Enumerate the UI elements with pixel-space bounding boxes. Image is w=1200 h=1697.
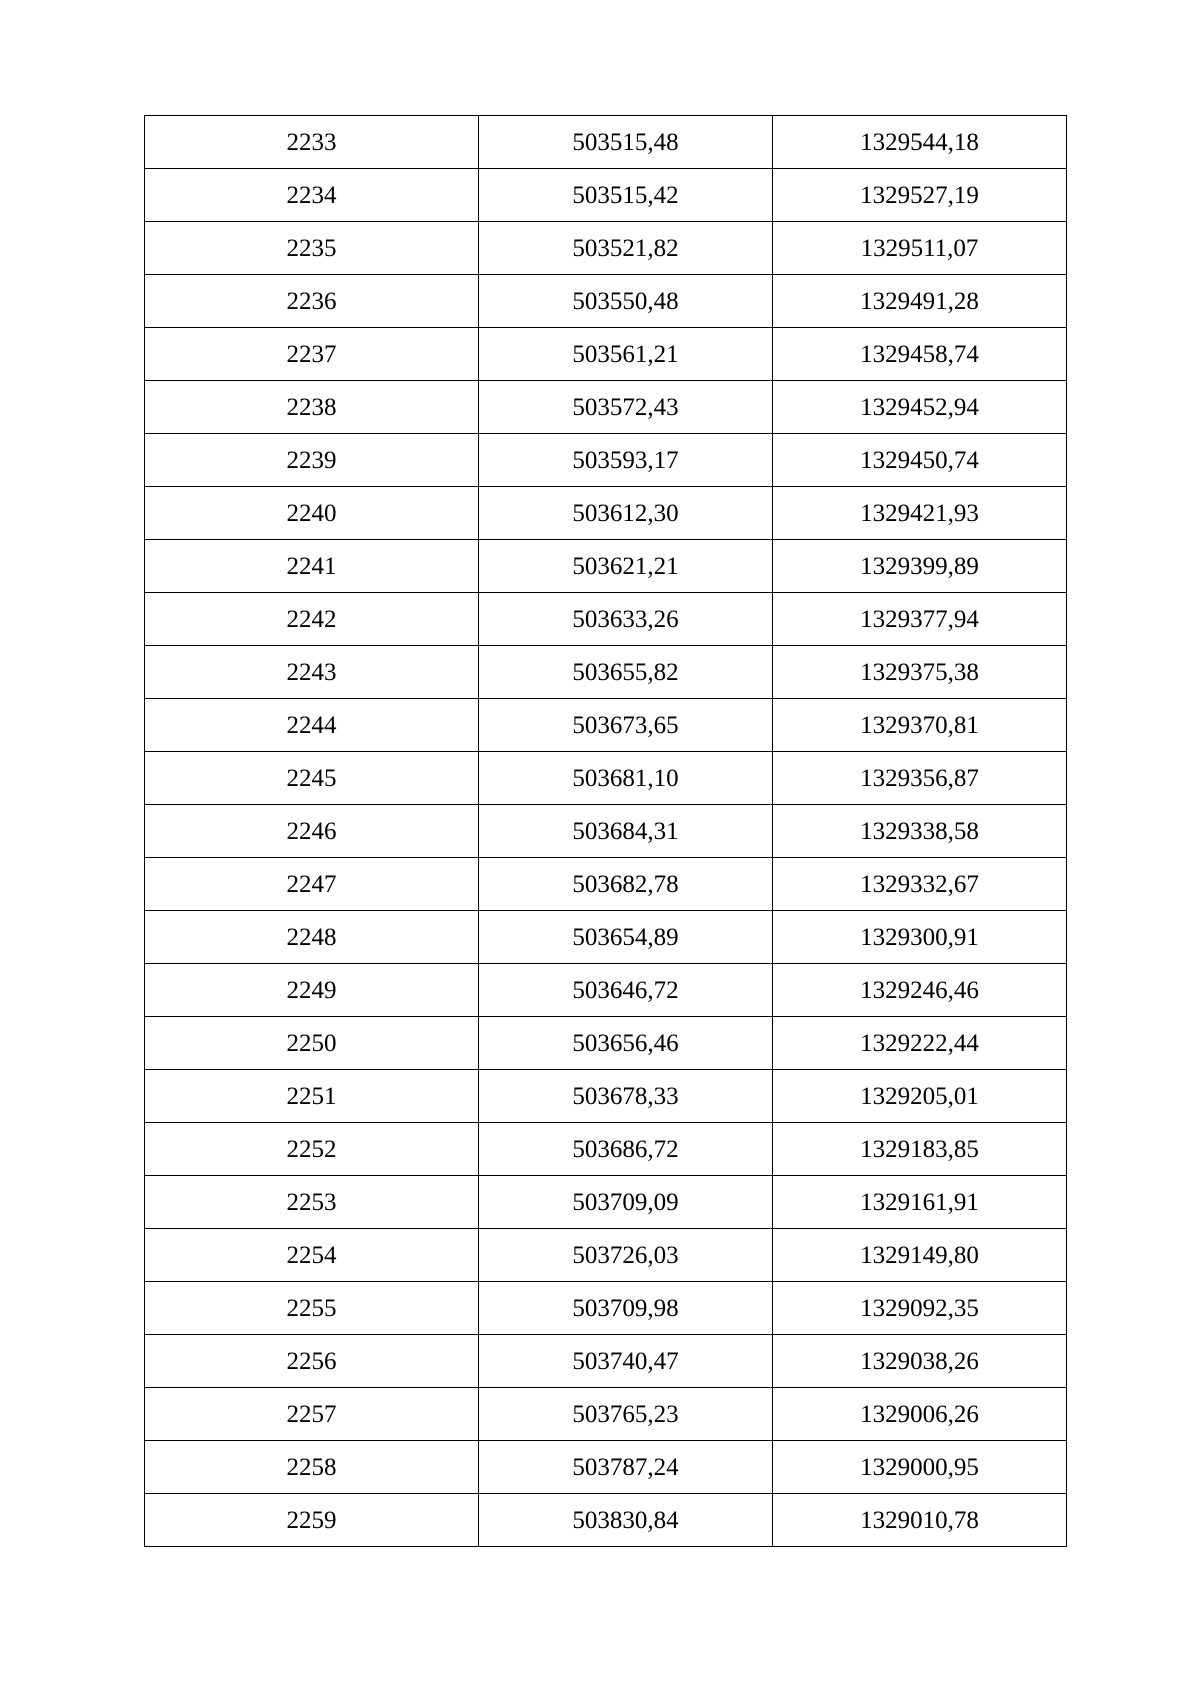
- x-coordinate-cell: 503740,47: [479, 1335, 773, 1388]
- y-coordinate-cell: 1329511,07: [773, 222, 1067, 275]
- x-coordinate-cell: 503684,31: [479, 805, 773, 858]
- table-row: [145, 1176, 1067, 1229]
- point-number-cell: 2254: [145, 1229, 479, 1282]
- point-number-cell: 2233: [145, 116, 479, 169]
- point-number-cell: 2251: [145, 1070, 479, 1123]
- x-coordinate-cell: 503686,72: [479, 1123, 773, 1176]
- table-row: [145, 328, 1067, 381]
- y-coordinate-cell: 1329370,81: [773, 699, 1067, 752]
- x-coordinate-cell: 503612,30: [479, 487, 773, 540]
- point-number-cell: 2247: [145, 858, 479, 911]
- table-row: [145, 805, 1067, 858]
- y-coordinate-cell: 1329149,80: [773, 1229, 1067, 1282]
- x-coordinate-cell: 503593,17: [479, 434, 773, 487]
- y-coordinate-cell: 1329222,44: [773, 1017, 1067, 1070]
- y-coordinate-cell: 1329246,46: [773, 964, 1067, 1017]
- point-number-cell: 2236: [145, 275, 479, 328]
- x-coordinate-cell: 503681,10: [479, 752, 773, 805]
- point-number-cell: 2248: [145, 911, 479, 964]
- x-coordinate-cell: 503621,21: [479, 540, 773, 593]
- point-number-cell: 2242: [145, 593, 479, 646]
- y-coordinate-cell: 1329338,58: [773, 805, 1067, 858]
- y-coordinate-cell: 1329010,78: [773, 1494, 1067, 1547]
- point-number-cell: 2256: [145, 1335, 479, 1388]
- point-number-cell: 2250: [145, 1017, 479, 1070]
- y-coordinate-cell: 1329452,94: [773, 381, 1067, 434]
- x-coordinate-cell: 503572,43: [479, 381, 773, 434]
- point-number-cell: 2234: [145, 169, 479, 222]
- y-coordinate-cell: 1329527,19: [773, 169, 1067, 222]
- x-coordinate-cell: 503726,03: [479, 1229, 773, 1282]
- x-coordinate-cell: 503656,46: [479, 1017, 773, 1070]
- y-coordinate-cell: 1329183,85: [773, 1123, 1067, 1176]
- table-row: [145, 381, 1067, 434]
- point-number-cell: 2246: [145, 805, 479, 858]
- table-row: [145, 646, 1067, 699]
- coordinates-table-body: [145, 116, 1067, 1547]
- x-coordinate-cell: 503673,65: [479, 699, 773, 752]
- y-coordinate-cell: 1329000,95: [773, 1441, 1067, 1494]
- y-coordinate-cell: 1329544,18: [773, 116, 1067, 169]
- table-row: [145, 1123, 1067, 1176]
- y-coordinate-cell: 1329375,38: [773, 646, 1067, 699]
- table-row: [145, 540, 1067, 593]
- y-coordinate-cell: 1329491,28: [773, 275, 1067, 328]
- x-coordinate-cell: 503550,48: [479, 275, 773, 328]
- x-coordinate-cell: 503515,48: [479, 116, 773, 169]
- x-coordinate-cell: 503561,21: [479, 328, 773, 381]
- point-number-cell: 2252: [145, 1123, 479, 1176]
- table-row: [145, 593, 1067, 646]
- y-coordinate-cell: 1329399,89: [773, 540, 1067, 593]
- x-coordinate-cell: 503633,26: [479, 593, 773, 646]
- x-coordinate-cell: 503830,84: [479, 1494, 773, 1547]
- x-coordinate-cell: 503655,82: [479, 646, 773, 699]
- table-row: [145, 1494, 1067, 1547]
- point-number-cell: 2241: [145, 540, 479, 593]
- point-number-cell: 2259: [145, 1494, 479, 1547]
- point-number-cell: 2244: [145, 699, 479, 752]
- y-coordinate-cell: 1329377,94: [773, 593, 1067, 646]
- point-number-cell: 2239: [145, 434, 479, 487]
- point-number-cell: 2240: [145, 487, 479, 540]
- y-coordinate-cell: 1329421,93: [773, 487, 1067, 540]
- table-row: [145, 1441, 1067, 1494]
- x-coordinate-cell: 503787,24: [479, 1441, 773, 1494]
- table-row: [145, 169, 1067, 222]
- y-coordinate-cell: 1329356,87: [773, 752, 1067, 805]
- y-coordinate-cell: 1329161,91: [773, 1176, 1067, 1229]
- table-row: [145, 116, 1067, 169]
- x-coordinate-cell: 503709,98: [479, 1282, 773, 1335]
- table-row: [145, 487, 1067, 540]
- point-number-cell: 2237: [145, 328, 479, 381]
- y-coordinate-cell: 1329332,67: [773, 858, 1067, 911]
- x-coordinate-cell: 503646,72: [479, 964, 773, 1017]
- table-row: [145, 964, 1067, 1017]
- table-row: [145, 1388, 1067, 1441]
- table-row: [145, 222, 1067, 275]
- y-coordinate-cell: 1329300,91: [773, 911, 1067, 964]
- point-number-cell: 2238: [145, 381, 479, 434]
- x-coordinate-cell: 503515,42: [479, 169, 773, 222]
- point-number-cell: 2249: [145, 964, 479, 1017]
- table-row: [145, 911, 1067, 964]
- y-coordinate-cell: 1329092,35: [773, 1282, 1067, 1335]
- x-coordinate-cell: 503654,89: [479, 911, 773, 964]
- table-row: [145, 1335, 1067, 1388]
- y-coordinate-cell: 1329450,74: [773, 434, 1067, 487]
- y-coordinate-cell: 1329006,26: [773, 1388, 1067, 1441]
- table-row: [145, 275, 1067, 328]
- table-row: [145, 434, 1067, 487]
- x-coordinate-cell: 503765,23: [479, 1388, 773, 1441]
- table-row: [145, 699, 1067, 752]
- y-coordinate-cell: 1329205,01: [773, 1070, 1067, 1123]
- point-number-cell: 2253: [145, 1176, 479, 1229]
- x-coordinate-cell: 503678,33: [479, 1070, 773, 1123]
- coordinates-table: [144, 115, 1067, 1547]
- point-number-cell: 2258: [145, 1441, 479, 1494]
- table-row: [145, 1070, 1067, 1123]
- x-coordinate-cell: 503709,09: [479, 1176, 773, 1229]
- point-number-cell: 2245: [145, 752, 479, 805]
- x-coordinate-cell: 503682,78: [479, 858, 773, 911]
- point-number-cell: 2257: [145, 1388, 479, 1441]
- table-row: [145, 1017, 1067, 1070]
- point-number-cell: 2235: [145, 222, 479, 275]
- x-coordinate-cell: 503521,82: [479, 222, 773, 275]
- table-row: [145, 1229, 1067, 1282]
- y-coordinate-cell: 1329038,26: [773, 1335, 1067, 1388]
- table-row: [145, 752, 1067, 805]
- point-number-cell: 2255: [145, 1282, 479, 1335]
- table-row: [145, 858, 1067, 911]
- point-number-cell: 2243: [145, 646, 479, 699]
- y-coordinate-cell: 1329458,74: [773, 328, 1067, 381]
- table-row: [145, 1282, 1067, 1335]
